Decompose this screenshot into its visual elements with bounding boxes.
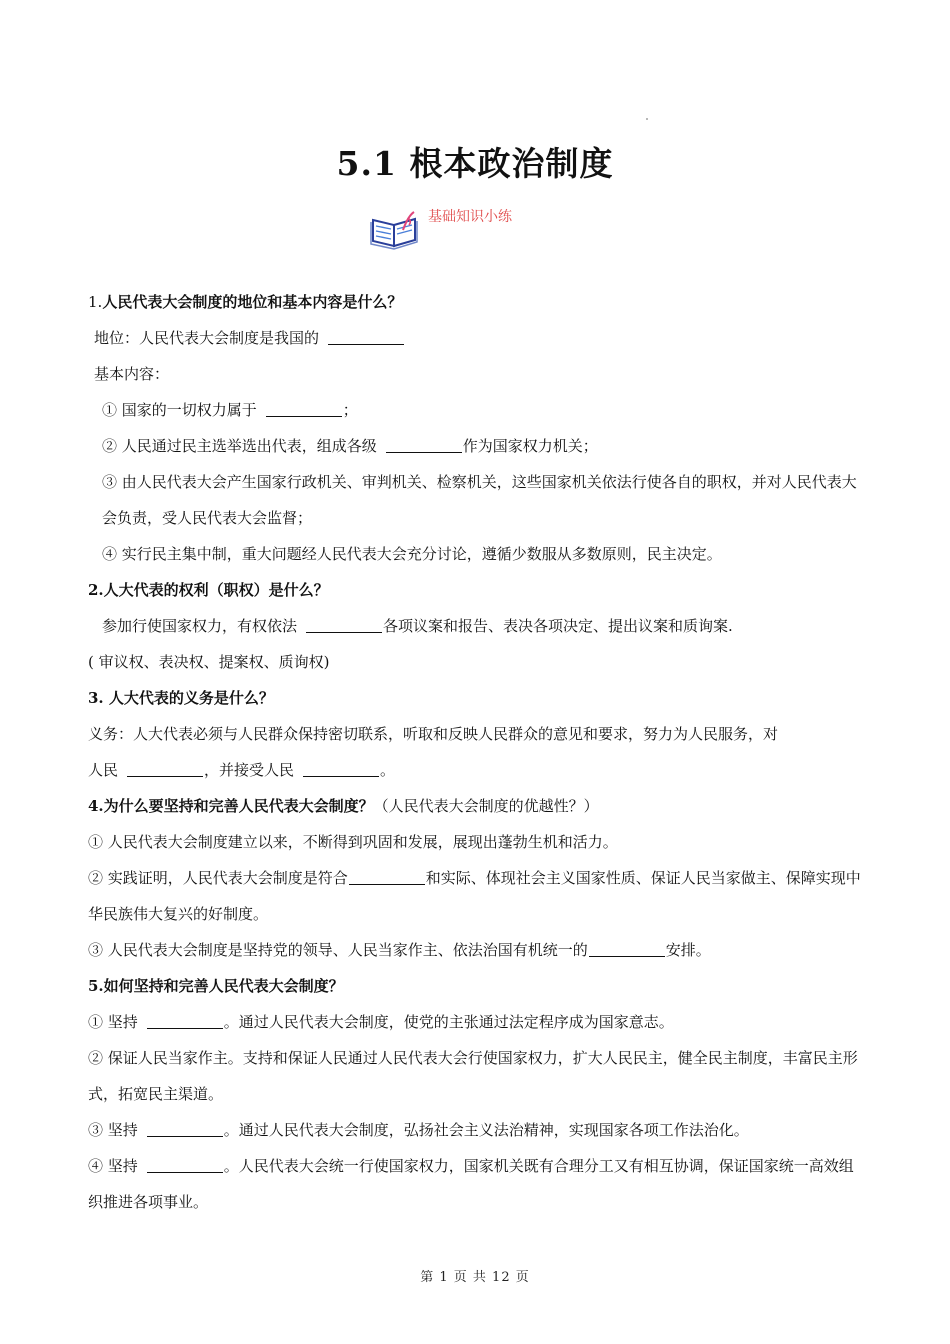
decorative-dot — [646, 118, 648, 120]
q4-item-2-suffix: 和实际、体现社会主义国家性质、保证人民当家做主、保障实现中华民族伟大复兴的好制度。 — [88, 869, 861, 923]
q5-item-3 — [88, 1112, 868, 1148]
question-4-title — [88, 788, 868, 824]
q4-item-2-blank[interactable] — [349, 866, 425, 885]
q1-item-1-suffix: ； — [342, 401, 358, 419]
question-1-title — [88, 284, 868, 320]
q3-blank-2[interactable] — [303, 758, 379, 777]
q3-line-2 — [88, 752, 868, 788]
q5-item-3-text: ③ 坚持 — [88, 1121, 138, 1139]
question-1-text: 人民代表大会制度的地位和基本内容是什么？ — [102, 293, 403, 311]
question-2-title: 2.人大代表的权利（职权）是什么？ — [88, 581, 329, 599]
section-badge-label: 基础知识小练 — [428, 209, 512, 225]
q3-line-2-suffix: 。 — [380, 761, 396, 779]
page-footer: 第 1 页 共 12 页 — [420, 1270, 530, 1285]
q4-item-2 — [88, 860, 868, 932]
question-5-title: 5.如何坚持和完善人民代表大会制度？ — [88, 977, 344, 995]
q2-line-text: 参加行使国家权力，有权依法 — [102, 617, 298, 635]
q3-line-2-middle: ，并接受人民 — [204, 761, 295, 779]
q5-item-3-suffix: 。通过人民代表大会制度，弘扬社会主义法治精神，实现国家各项工作法治化。 — [223, 1121, 749, 1139]
q1-status-text: 地位：人民代表大会制度是我国的 — [94, 329, 320, 347]
q5-item-1-suffix: 。通过人民代表大会制度，使党的主张通过法定程序成为国家意志。 — [223, 1013, 674, 1031]
q5-item-4 — [88, 1148, 868, 1220]
q4-item-3 — [88, 932, 868, 968]
q4-item-2-text: ② 实践证明，人民代表大会制度是符合 — [88, 869, 348, 887]
q5-item-1-text: ① 坚持 — [88, 1013, 138, 1031]
q5-item-2: ② 保证人民当家作主。支持和保证人民通过人民代表大会行使国家权力，扩大人民民主，健全民主制度，丰富民主形式，拓宽民主渠道。 — [88, 1049, 858, 1103]
document-body — [88, 284, 868, 1220]
open-book-icon — [370, 208, 422, 250]
q2-line-blank[interactable] — [306, 614, 382, 633]
q1-item-3: ③ 由人民代表大会产生国家行政机关、审判机关、检察机关，这些国家机关依法行使各自的职权，并对人民代表大会负责，受人民代表大会监督； — [102, 473, 857, 527]
q5-item-4-text: ④ 坚持 — [88, 1157, 138, 1175]
q4-item-1: ① 人民代表大会制度建立以来，不断得到巩固和发展，展现出蓬勃生机和活力。 — [88, 833, 618, 851]
q2-line-suffix: 各项议案和报告、表决各项决定、提出议案和质询案. — [383, 617, 733, 635]
q1-status-blank[interactable] — [328, 326, 404, 345]
q4-item-3-blank[interactable] — [589, 938, 665, 957]
q3-line-1: 义务：人大代表必须与人民群众保持密切联系，听取和反映人民群众的意见和要求，努力为人民服务，对 — [88, 725, 779, 743]
q3-line-2-text: 人民 — [88, 761, 119, 779]
q1-item-1-blank[interactable] — [266, 398, 342, 417]
q1-content-label: 基本内容： — [94, 365, 170, 383]
q1-item-1-text: ① 国家的一切权力属于 — [102, 401, 257, 419]
q2-note: ( 审议权、表决权、提案权、质询权) — [88, 653, 330, 671]
q1-item-1 — [88, 392, 868, 428]
question-4-note: （人民代表大会制度的优越性？） — [373, 797, 599, 815]
q3-blank-1[interactable] — [127, 758, 203, 777]
q5-item-4-blank[interactable] — [147, 1154, 223, 1173]
q5-item-1-blank[interactable] — [147, 1010, 223, 1029]
q5-item-3-blank[interactable] — [147, 1118, 223, 1137]
q1-item-2-blank[interactable] — [386, 434, 462, 453]
question-4-text: 4.为什么要坚持和完善人民代表大会制度？ — [88, 797, 374, 815]
question-3-title: 3. 人大代表的义务是什么？ — [88, 689, 274, 707]
q1-item-2-suffix: 作为国家权力机关； — [462, 437, 598, 455]
q1-item-4: ④ 实行民主集中制，重大问题经人民代表大会充分讨论，遵循少数服从多数原则，民主决定。 — [102, 545, 722, 563]
question-1-number: 1. — [88, 293, 103, 311]
q4-item-3-suffix: 安排。 — [665, 941, 711, 959]
q1-status-line — [88, 320, 868, 356]
q5-item-1 — [88, 1004, 868, 1040]
q5-item-4-suffix: 。人民代表大会统一行使国家权力，国家机关既有合理分工又有相互协调，保证国家统一高效组织推进各项事业。 — [88, 1157, 854, 1211]
q1-item-2 — [88, 428, 868, 464]
page-title: 5.1 根本政治制度 — [336, 144, 614, 183]
q4-item-3-text: ③ 人民代表大会制度是坚持党的领导、人民当家作主、依法治国有机统一的 — [88, 941, 588, 959]
q2-line — [88, 608, 868, 644]
q1-item-2-text: ② 人民通过民主选举选出代表，组成各级 — [102, 437, 377, 455]
